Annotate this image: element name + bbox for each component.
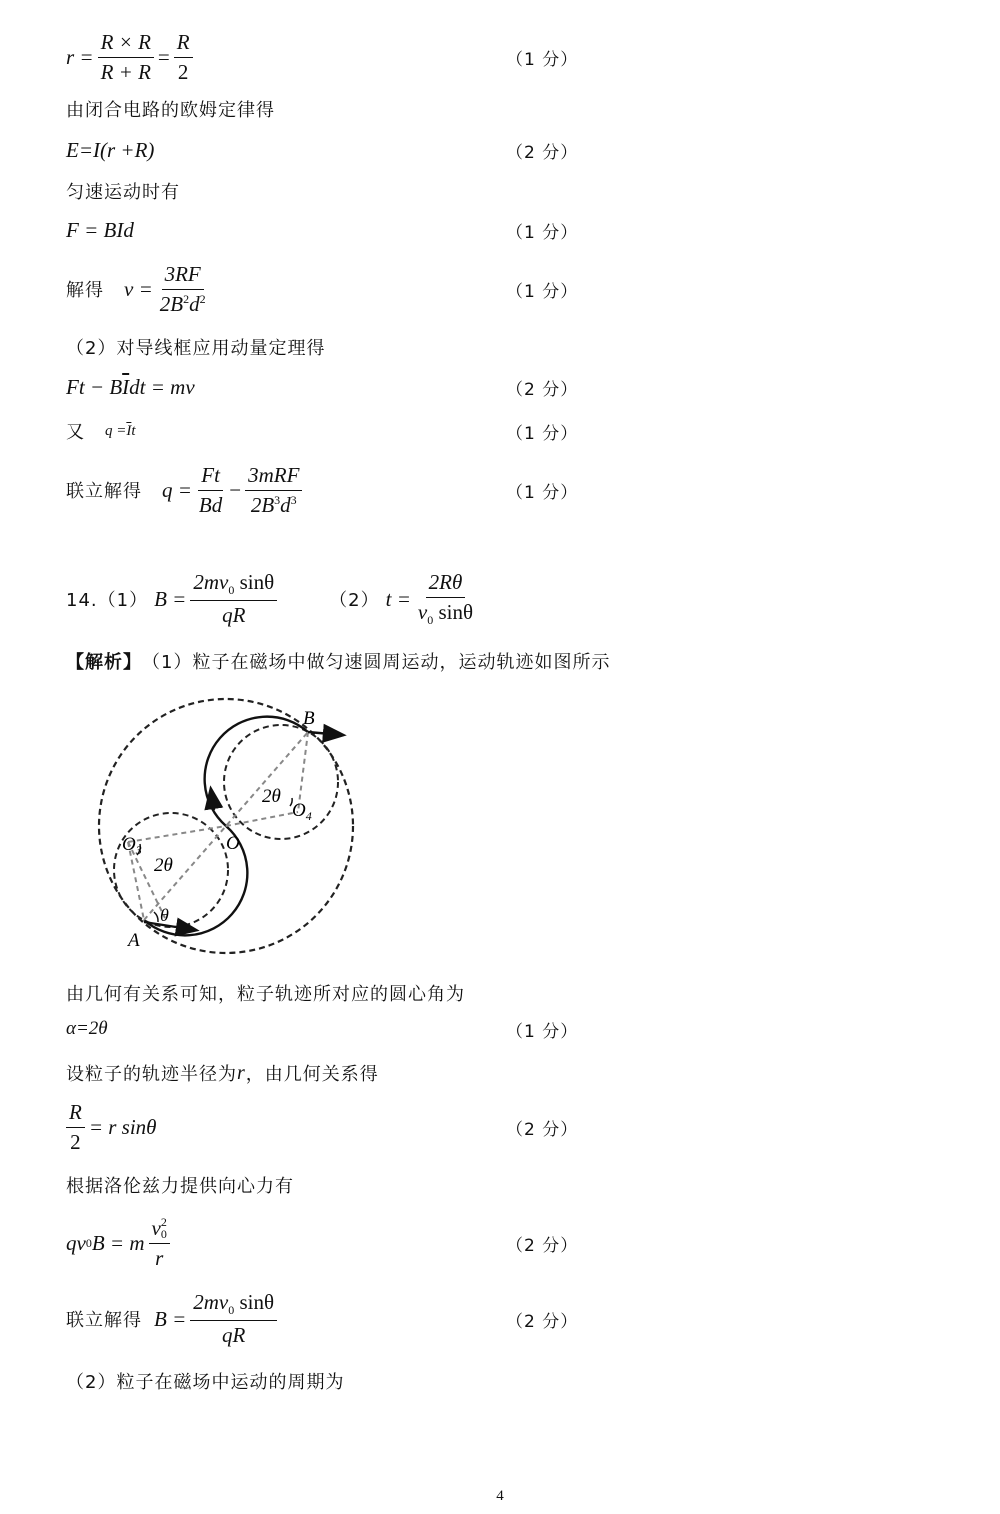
equation-E: E=I(r +R) （2 分） [66,138,579,163]
text-lorentz: 根据洛伦兹力提供向心力有 [66,1176,294,1197]
label-O4: $O_4$ [292,800,312,823]
equation-momentum: Ft − B $\overline{I}$ dt = mv （2 分） [66,375,579,400]
equation-F: F = BId （1 分） [66,218,579,243]
score: （1 分） [506,49,579,70]
text-radius: 设粒子的轨迹半径为 r ，由几何关系得 [66,1061,379,1085]
text-part2: （2）对导线框应用动量定理得 [66,338,326,359]
equation-v: 解得 v = $\frac{3RF}{2B^2d^2}$ （1 分） [66,261,579,316]
equation-lorentz: qv 0 B = m v 2 0 r （2 分） [66,1215,579,1270]
analysis-line: 【解析】 （1）粒子在磁场中做匀速圆周运动，运动轨迹如图所示 [66,652,611,673]
construction-lines [128,732,308,920]
score: （1 分） [506,423,579,444]
label-2theta-left: 2θ [154,855,173,876]
label-O: O [226,833,240,854]
equation-r: r = $\frac{R \times R}{R + R}$ = $\frac{R}{2}$ （1 分） [66,29,579,84]
score: （2 分） [506,1119,579,1140]
score: （2 分） [506,1235,579,1256]
score: （2 分） [506,380,579,400]
label-2theta-top: 2θ [262,786,281,807]
label-A: A [128,930,140,951]
text-ohm: 由闭合电路的欧姆定律得 [66,100,275,121]
equation-alpha: α=2θ （1 分） [66,1018,579,1042]
equation-q-solved: 联立解得 q = $\frac{Ft}{Bd}$ − $\frac{\text{3mRF}}{2B^3d^3}$ （1 分） [66,462,579,517]
text-uniform: 匀速运动时有 [66,182,180,203]
label-B: B [303,708,315,729]
equation-q: 又 q = $\overline{I}$ t （1 分） [66,418,1000,444]
score: （1 分） [506,281,579,302]
label-O3: $O_3$ [122,834,142,857]
score: （2 分） [506,1311,579,1332]
equation-half-radius: $\frac{R}{2}$ = r sinθ （2 分） [66,1098,1000,1156]
label-theta: θ [160,905,169,925]
score: （1 分） [506,1021,579,1042]
trajectory-circle-o4 [224,725,338,839]
score: （2 分） [506,143,579,163]
trajectory-diagram [90,695,370,965]
equation-B-solved: 联立解得 B = $\frac{2mv_0 \sin\theta}{qR}$ （2 分） [66,1289,579,1348]
score: （1 分） [506,482,579,503]
question-14-answers: 14.（1） B = $\frac{2mv_0 \sin\theta}{qR}$ （2） t = $\frac{2R\theta}{v_0 \sin\theta}$ [66,569,474,628]
text-period: （2）粒子在磁场中运动的周期为 [66,1372,345,1393]
text-geometry: 由几何有关系可知，粒子轨迹所对应的圆心角为 [66,984,465,1005]
score: （1 分） [506,223,579,243]
page-number: 4 [496,1488,504,1504]
